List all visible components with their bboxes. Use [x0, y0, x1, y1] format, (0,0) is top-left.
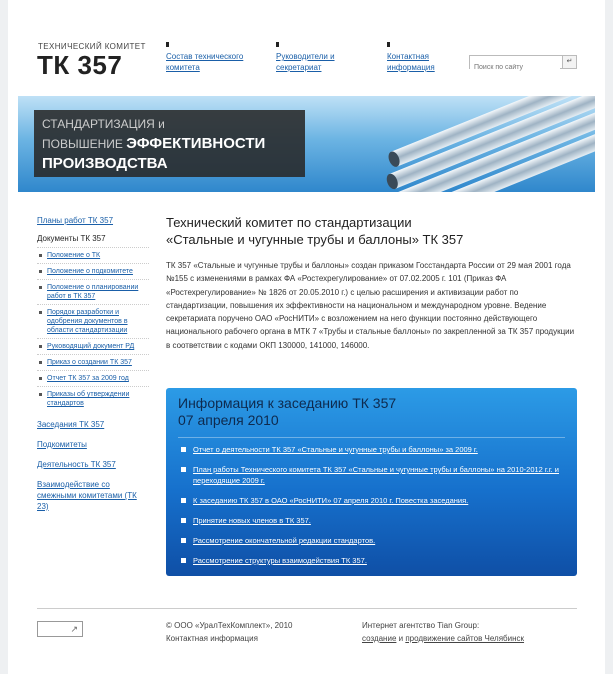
- sidebar-item-meetings[interactable]: Заседания ТК 357: [37, 420, 105, 429]
- list-item: [178, 555, 565, 566]
- agency-logo-icon[interactable]: ↗: [37, 621, 83, 637]
- sidebar-doc-link[interactable]: Приказы об утверждении стандартов: [47, 391, 130, 407]
- list-item: [37, 338, 149, 354]
- meeting-info-title: [178, 395, 565, 429]
- banner-word-production: ПРОИЗВОДСТВА: [42, 155, 168, 172]
- list-item: [37, 279, 149, 304]
- agency-link-creation[interactable]: создание: [362, 634, 397, 643]
- list-item: [178, 464, 565, 486]
- page: [8, 0, 605, 674]
- agency-and: и: [396, 634, 406, 643]
- meeting-info-link[interactable]: Отчет о деятельности ТК 357 «Стальные и чугунные трубы и баллоны» за 2009 г.: [193, 445, 478, 454]
- list-item: [37, 354, 149, 370]
- meeting-info-link[interactable]: Рассмотрение окончательной редакции стандартов.: [193, 536, 376, 545]
- sidebar-item-plans[interactable]: Планы работ ТК 357: [37, 216, 114, 225]
- meeting-info-link[interactable]: Принятие новых членов в ТК 357.: [193, 516, 311, 525]
- meeting-info-link[interactable]: Рассмотрение структуры взаимодействия ТК 357.: [193, 556, 367, 565]
- copyright-text: © ООО «УралТехКомплект», 2010: [166, 621, 293, 630]
- page-title-line1: Технический комитет по стандартизации: [166, 215, 412, 230]
- sidebar-doc-link[interactable]: Порядок разработки и одобрения документов в области стандартизации: [47, 309, 128, 334]
- sidebar-item-interaction[interactable]: Взаимодействие со смежными комитетами (ТК 23): [37, 480, 137, 511]
- page-title: [166, 214, 578, 248]
- sidebar-item-activity[interactable]: Деятельность ТК 357: [37, 460, 116, 469]
- intro-text: ТК 357 «Стальные и чугунные трубы и баллоны» создан приказом Госстандарта России от 29 мая 2001 года №155 с изменениями в рамках ФА «Ростехрегулирование» от 07.02.2005 г. 101 (Приказ ФА «Ростехрегулирование» № 1826 от 20.05.2010 г.) с целью расширения и активизации работ по стандартизации, повышения их эффективности на национальном и международном уровне. Ведение секретариата поручено ОАО «РосНИТИ» с возложением на него функции постоянно действующего национального рабочего органа в МТК 7 «Трубы и стальные баллоны» по закрепленной за ТК 357 продукции в соответствии с кодами ОКП 130000, 141000, 146000.: [166, 261, 575, 350]
- sidebar: [37, 216, 149, 521]
- search-input[interactable]: [470, 62, 560, 74]
- sidebar-doc-link[interactable]: Положение о планировании работ в ТК 357: [47, 284, 139, 300]
- top-nav-management[interactable]: Руководители и секретариат: [276, 51, 346, 73]
- meeting-info-title-line1: Информация к заседанию ТК 357: [178, 395, 397, 411]
- list-item: [178, 444, 565, 455]
- meeting-info-list: [178, 444, 565, 566]
- agency-text: Интернет агентство Tian Group:: [362, 621, 480, 630]
- list-item: [37, 386, 149, 411]
- meeting-info-date: 07 апреля 2010: [178, 412, 279, 428]
- search-box: [469, 55, 577, 69]
- search-submit-icon[interactable]: ↵: [562, 56, 576, 68]
- list-item: [178, 515, 565, 526]
- top-nav-contacts[interactable]: Контактная информация: [387, 51, 447, 73]
- header: [8, 0, 605, 96]
- banner-word-efficiency: ЭФФЕКТИВНОСТИ: [126, 135, 266, 152]
- list-item: [37, 263, 149, 279]
- footer-agency: [362, 619, 524, 645]
- footer-copyright: [166, 619, 292, 645]
- list-item: [37, 304, 149, 338]
- sidebar-doc-link[interactable]: Руководящий документ РД: [47, 343, 135, 350]
- sidebar-doc-link[interactable]: Приказ о создании ТК 357: [47, 359, 132, 366]
- sidebar-doc-link[interactable]: Положение о ТК: [47, 252, 101, 259]
- logo-subtitle: ТЕХНИЧЕСКИЙ КОМИТЕТ: [38, 42, 146, 51]
- sidebar-docs-title: Документы ТК 357: [37, 234, 106, 243]
- list-item: [178, 495, 565, 506]
- divider: [178, 437, 565, 438]
- logo-title[interactable]: ТК 357: [37, 50, 123, 80]
- sidebar-item-subcommittees[interactable]: Подкомитеты: [37, 440, 87, 449]
- sidebar-doc-link[interactable]: Отчет ТК 357 за 2009 год: [47, 375, 129, 382]
- sidebar-docs-list: [37, 247, 149, 411]
- meeting-info-box: [166, 388, 577, 576]
- hero-banner: [18, 96, 595, 192]
- agency-link-promotion[interactable]: продвижение сайтов Челябинск: [405, 634, 525, 643]
- banner-word-and: и: [154, 117, 165, 131]
- banner-slogan: [34, 110, 305, 177]
- list-item: [37, 247, 149, 263]
- page-title-line2: «Стальные и чугунные трубы и баллоны» ТК 357: [166, 232, 464, 247]
- list-item: [37, 370, 149, 386]
- top-nav-committee[interactable]: Состав технического комитета: [166, 51, 256, 73]
- sidebar-doc-link[interactable]: Положение о подкомитете: [47, 268, 133, 275]
- list-item: [178, 535, 565, 546]
- banner-word-standardization: СТАНДАРТИЗАЦИЯ: [42, 117, 155, 131]
- main-content: [166, 214, 578, 352]
- banner-word-increase: ПОВЫШЕНИЕ: [42, 137, 127, 151]
- meeting-info-link[interactable]: План работы Технического комитета ТК 357 «Стальные и чугунные трубы и баллоны» на 2010-2012 г.г. и переходящие 2009 г.: [193, 465, 559, 485]
- footer-contacts[interactable]: Контактная информация: [166, 634, 258, 643]
- meeting-info-link[interactable]: К заседанию ТК 357 в ОАО «РосНИТИ» 07 апреля 2010 г. Повестка заседания.: [193, 496, 469, 505]
- steel-pipes-image: [375, 96, 595, 192]
- footer-divider: [37, 608, 577, 609]
